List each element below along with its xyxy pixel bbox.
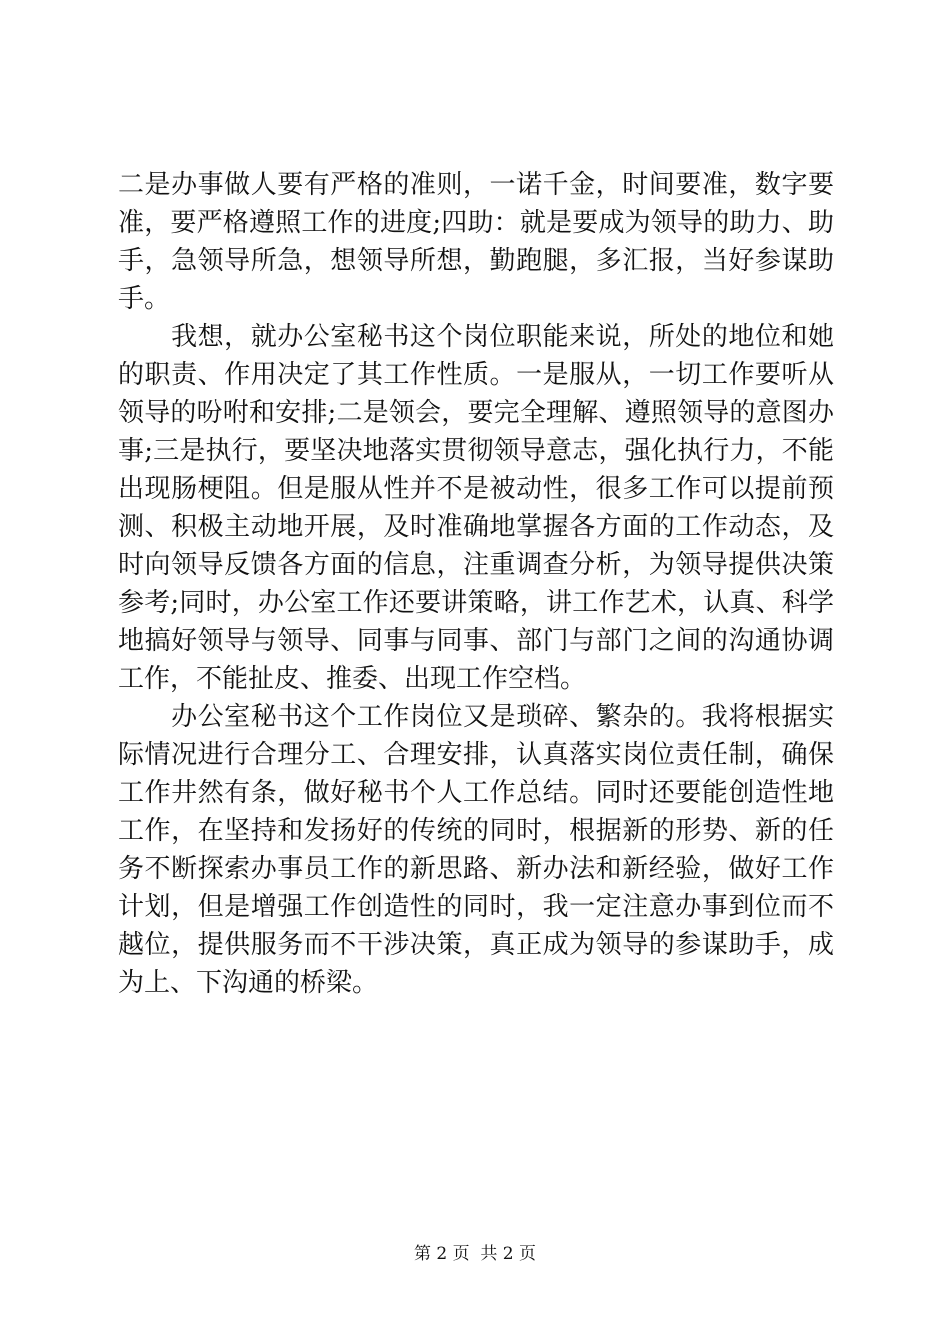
text-line: 出现肠梗阻。但是服从性并不是被动性，很多工作可以提前预 — [118, 474, 834, 504]
text-line: 工作，不能扯皮、推委、出现工作空档。 — [118, 664, 587, 694]
text-line: 越位，提供服务而不干涉决策，真正成为领导的参谋助手，成 — [118, 930, 834, 960]
text-line: 际情况进行合理分工、合理安排，认真落实岗位责任制，确保 — [118, 740, 834, 770]
text-line: 测、积极主动地开展，及时准确地掌握各方面的工作动态，及 — [118, 512, 834, 542]
text-line: 时向领导反馈各方面的信息，注重调查分析，为领导提供决策 — [118, 550, 834, 580]
text-line: 地搞好领导与领导、同事与同事、部门与部门之间的沟通协调 — [118, 626, 834, 656]
page-number-label: 第 2 页 共 2 页 — [413, 1244, 537, 1264]
document-body — [118, 166, 834, 1002]
text-line: 手，急领导所急，想领导所想，勤跑腿，多汇报，当好参谋助 — [118, 246, 834, 276]
text-line: 二是办事做人要有严格的准则，一诺千金，时间要准，数字要 — [118, 170, 834, 200]
text-line: 工作井然有条，做好秘书个人工作总结。同时还要能创造性地 — [118, 778, 834, 808]
page-footer — [0, 1242, 950, 1266]
text-line: 参考;同时，办公室工作还要讲策略，讲工作艺术，认真、科学 — [118, 588, 834, 618]
text-line: 事;三是执行，要坚决地落实贯彻领导意志，强化执行力，不能 — [118, 436, 834, 466]
text-line: 工作，在坚持和发扬好的传统的同时，根据新的形势、新的任 — [118, 816, 834, 846]
text-line: 务不断探索办事员工作的新思路、新办法和新经验，做好工作 — [118, 854, 834, 884]
text-line: 领导的吩咐和安排;二是领会，要完全理解、遵照领导的意图办 — [118, 398, 834, 428]
text-line: 办公室秘书这个工作岗位又是琐碎、繁杂的。我将根据实 — [118, 702, 834, 732]
text-line: 手。 — [118, 284, 171, 314]
text-line: 计划，但是增强工作创造性的同时，我一定注意办事到位而不 — [118, 892, 834, 922]
text-line: 准，要严格遵照工作的进度;四助：就是要成为领导的助力、助 — [118, 208, 834, 238]
text-line: 为上、下沟通的桥梁。 — [118, 968, 379, 998]
text-line: 我想，就办公室秘书这个岗位职能来说，所处的地位和她 — [118, 322, 834, 352]
text-line: 的职责、作用决定了其工作性质。一是服从，一切工作要听从 — [118, 360, 834, 390]
